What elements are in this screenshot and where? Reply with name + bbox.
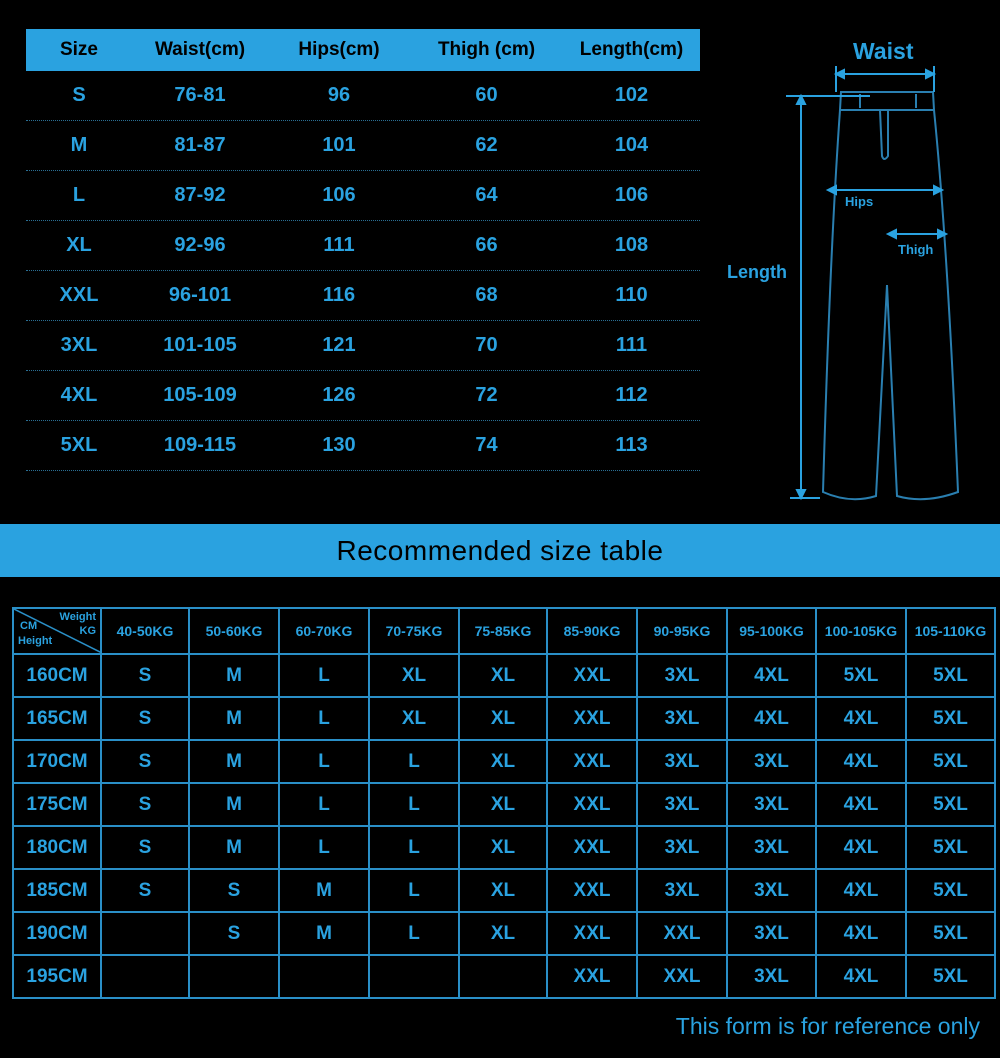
recommended-size-cell <box>279 955 369 998</box>
header-hips: Hips(cm) <box>298 39 380 60</box>
size-cell-hips: 96 <box>327 84 351 106</box>
size-cell-size: 4XL <box>60 384 98 406</box>
recommended-size-cell: 3XL <box>727 912 816 955</box>
weight-header-cell: 50-60KG <box>189 608 279 654</box>
recommended-size-cell: M <box>189 697 279 740</box>
recommended-size-cell: 4XL <box>727 654 816 697</box>
recommended-size-cell: 3XL <box>727 783 816 826</box>
recommended-size-cell: 5XL <box>906 654 995 697</box>
size-cell-hips: 130 <box>322 434 356 456</box>
recommended-size-cell: 3XL <box>637 783 727 826</box>
weight-header-cell: 85-90KG <box>547 608 637 654</box>
size-cell-length: 112 <box>615 384 648 406</box>
corner-cm-label: CM <box>20 620 38 632</box>
table-corner-cell <box>13 608 101 654</box>
size-cell-waist: 109-115 <box>163 434 237 456</box>
size-cell-waist: 105-109 <box>163 384 237 406</box>
recommended-size-cell: M <box>189 654 279 697</box>
recommended-size-cell: XL <box>459 826 547 869</box>
size-cell-waist: 76-81 <box>174 84 226 106</box>
recommended-size-cell: 3XL <box>727 869 816 912</box>
recommended-size-cell: S <box>101 826 189 869</box>
size-cell-hips: 111 <box>323 234 355 256</box>
size-cell-length: 111 <box>615 334 648 356</box>
size-cell-hips: 106 <box>322 184 356 206</box>
weight-header-cell: 75-85KG <box>459 608 547 654</box>
size-cell-waist: 92-96 <box>174 234 226 256</box>
recommended-size-cell: M <box>189 826 279 869</box>
size-cell-length: 110 <box>615 284 648 306</box>
size-cell-size: 5XL <box>60 434 98 456</box>
size-chart-table <box>26 29 700 471</box>
corner-height-label: Height <box>18 635 53 647</box>
recommended-size-cell: L <box>369 826 459 869</box>
size-cell-length: 104 <box>614 134 649 156</box>
recommended-size-cell: XL <box>459 912 547 955</box>
weight-header-cell: 105-110KG <box>906 608 995 654</box>
recommended-size-cell: XL <box>369 654 459 697</box>
size-cell-hips: 101 <box>322 134 356 156</box>
height-cell: 190CM <box>13 912 101 955</box>
recommended-size-cell: S <box>101 654 189 697</box>
height-row <box>13 783 995 826</box>
height-cell: 170CM <box>13 740 101 783</box>
recommended-size-cell: M <box>189 783 279 826</box>
recommended-size-cell: XL <box>459 697 547 740</box>
recommended-size-cell: L <box>279 697 369 740</box>
height-row <box>13 869 995 912</box>
recommended-size-cell: 5XL <box>906 869 995 912</box>
recommended-size-cell: 4XL <box>816 912 906 955</box>
height-row <box>13 697 995 740</box>
recommended-size-cell: 4XL <box>816 869 906 912</box>
recommended-size-cell: L <box>369 783 459 826</box>
recommended-size-cell: L <box>279 826 369 869</box>
recommended-size-cell <box>101 955 189 998</box>
height-cell: 175CM <box>13 783 101 826</box>
weight-header-cell: 40-50KG <box>101 608 189 654</box>
recommended-size-cell: S <box>189 869 279 912</box>
recommended-size-cell: XL <box>369 697 459 740</box>
recommended-size-cell: 3XL <box>637 826 727 869</box>
size-row <box>26 221 700 271</box>
recommended-size-cell: XXL <box>637 955 727 998</box>
recommended-size-cell: XL <box>459 654 547 697</box>
height-row <box>13 912 995 955</box>
height-row <box>13 826 995 869</box>
weight-header-cell: 100-105KG <box>816 608 906 654</box>
weight-header-cell: 90-95KG <box>637 608 727 654</box>
size-cell-thigh: 68 <box>475 284 498 306</box>
size-chart-body <box>26 71 700 471</box>
recommended-size-cell: L <box>279 783 369 826</box>
header-waist: Waist(cm) <box>154 39 246 60</box>
size-cell-thigh: 60 <box>475 84 498 106</box>
weight-header-cell: 60-70KG <box>279 608 369 654</box>
recommended-size-cell: L <box>279 740 369 783</box>
recommended-size-cell: XXL <box>547 783 637 826</box>
recommended-size-cell: M <box>189 740 279 783</box>
header-length: Length(cm) <box>579 39 684 60</box>
recommended-size-cell: 5XL <box>906 826 995 869</box>
size-row <box>26 371 700 421</box>
weight-header-row <box>13 608 995 654</box>
recommended-size-cell: 4XL <box>816 740 906 783</box>
weight-header-cell: 70-75KG <box>369 608 459 654</box>
recommended-size-cell: 4XL <box>727 697 816 740</box>
recommended-size-cell: 5XL <box>906 955 995 998</box>
recommended-size-cell: S <box>101 869 189 912</box>
header-size: Size <box>59 39 99 60</box>
recommended-size-cell: XXL <box>547 912 637 955</box>
size-cell-length: 102 <box>614 84 649 106</box>
height-cell: 180CM <box>13 826 101 869</box>
recommended-size-cell: 4XL <box>816 955 906 998</box>
recommended-size-cell: XXL <box>637 912 727 955</box>
recommended-size-cell <box>369 955 459 998</box>
size-cell-size: L <box>72 184 86 206</box>
recommended-size-cell: S <box>101 783 189 826</box>
recommended-size-cell <box>101 912 189 955</box>
recommended-size-table <box>12 607 996 999</box>
size-row <box>26 121 700 171</box>
recommended-size-cell: L <box>369 869 459 912</box>
height-cell: 185CM <box>13 869 101 912</box>
size-row <box>26 421 700 471</box>
recommended-size-cell <box>459 955 547 998</box>
size-cell-length: 106 <box>614 184 649 206</box>
size-cell-thigh: 66 <box>475 234 498 256</box>
recommended-size-cell <box>189 955 279 998</box>
recommended-size-cell: 3XL <box>727 955 816 998</box>
size-cell-size: XL <box>66 234 92 256</box>
size-cell-size: S <box>72 84 86 106</box>
recommended-size-cell: 3XL <box>637 740 727 783</box>
size-cell-waist: 81-87 <box>174 134 226 156</box>
reference-footnote: This form is for reference only <box>675 1013 980 1039</box>
size-cell-length: 113 <box>615 434 648 456</box>
recommended-size-cell: 3XL <box>637 869 727 912</box>
recommended-size-cell: XXL <box>547 826 637 869</box>
size-cell-hips: 121 <box>322 334 356 356</box>
size-cell-size: XXL <box>59 284 99 306</box>
recommended-size-cell: XXL <box>547 697 637 740</box>
height-cell: 160CM <box>13 654 101 697</box>
recommended-size-cell: 5XL <box>816 654 906 697</box>
recommended-size-cell: 5XL <box>906 783 995 826</box>
recommended-size-cell: XXL <box>547 869 637 912</box>
recommended-size-cell: M <box>279 912 369 955</box>
recommended-size-cell: 3XL <box>637 654 727 697</box>
recommended-size-cell: M <box>279 869 369 912</box>
recommended-size-cell: L <box>369 740 459 783</box>
size-row <box>26 271 700 321</box>
length-label: Length <box>727 262 787 282</box>
weight-header-cell: 95-100KG <box>727 608 816 654</box>
recommended-size-cell: 4XL <box>816 783 906 826</box>
height-cell: 165CM <box>13 697 101 740</box>
size-cell-hips: 126 <box>322 384 356 406</box>
recommended-size-cell: XXL <box>547 654 637 697</box>
recommended-size-cell: 5XL <box>906 912 995 955</box>
size-cell-thigh: 72 <box>475 384 498 406</box>
height-cell: 195CM <box>13 955 101 998</box>
recommended-size-cell: XXL <box>547 740 637 783</box>
size-row <box>26 321 700 371</box>
recommended-size-cell: XL <box>459 740 547 783</box>
size-cell-size: 3XL <box>60 334 98 356</box>
size-cell-waist: 101-105 <box>163 334 237 356</box>
header-thigh: Thigh (cm) <box>437 39 536 60</box>
size-chart-header-row <box>26 29 700 71</box>
size-cell-thigh: 70 <box>475 334 498 356</box>
recommended-size-cell: S <box>101 740 189 783</box>
recommended-size-cell: L <box>279 654 369 697</box>
hips-label: Hips <box>845 194 874 209</box>
height-row <box>13 740 995 783</box>
recommended-size-cell: 5XL <box>906 740 995 783</box>
size-cell-hips: 116 <box>322 284 356 306</box>
size-row <box>26 71 700 121</box>
pants-measurement-diagram <box>720 30 1000 510</box>
size-cell-thigh: 62 <box>475 134 498 156</box>
recommended-size-cell: XL <box>459 869 547 912</box>
size-cell-size: M <box>70 134 88 156</box>
recommended-size-cell: S <box>101 697 189 740</box>
thigh-label: Thigh <box>898 242 934 257</box>
size-row <box>26 171 700 221</box>
size-cell-thigh: 74 <box>475 434 498 456</box>
recommended-size-cell: 3XL <box>637 697 727 740</box>
height-row <box>13 654 995 697</box>
corner-weight-label: Weight <box>59 611 96 623</box>
recommended-size-cell: XL <box>459 783 547 826</box>
recommended-size-banner <box>0 524 1000 577</box>
recommended-size-cell: XXL <box>547 955 637 998</box>
recommended-size-cell: 4XL <box>816 697 906 740</box>
recommended-size-cell: 3XL <box>727 740 816 783</box>
waist-label: Waist <box>853 38 914 64</box>
recommended-size-cell: 4XL <box>816 826 906 869</box>
recommended-size-cell: L <box>369 912 459 955</box>
recommended-size-cell: S <box>189 912 279 955</box>
recommended-size-cell: 3XL <box>727 826 816 869</box>
recommended-size-cell: 5XL <box>906 697 995 740</box>
size-cell-waist: 96-101 <box>168 284 232 306</box>
size-cell-length: 108 <box>614 234 649 256</box>
height-row <box>13 955 995 998</box>
recommended-size-body <box>13 654 995 998</box>
size-cell-waist: 87-92 <box>174 184 226 206</box>
banner-title: Recommended size table <box>336 534 664 566</box>
size-cell-thigh: 64 <box>475 184 498 206</box>
corner-kg-label: KG <box>79 625 96 637</box>
